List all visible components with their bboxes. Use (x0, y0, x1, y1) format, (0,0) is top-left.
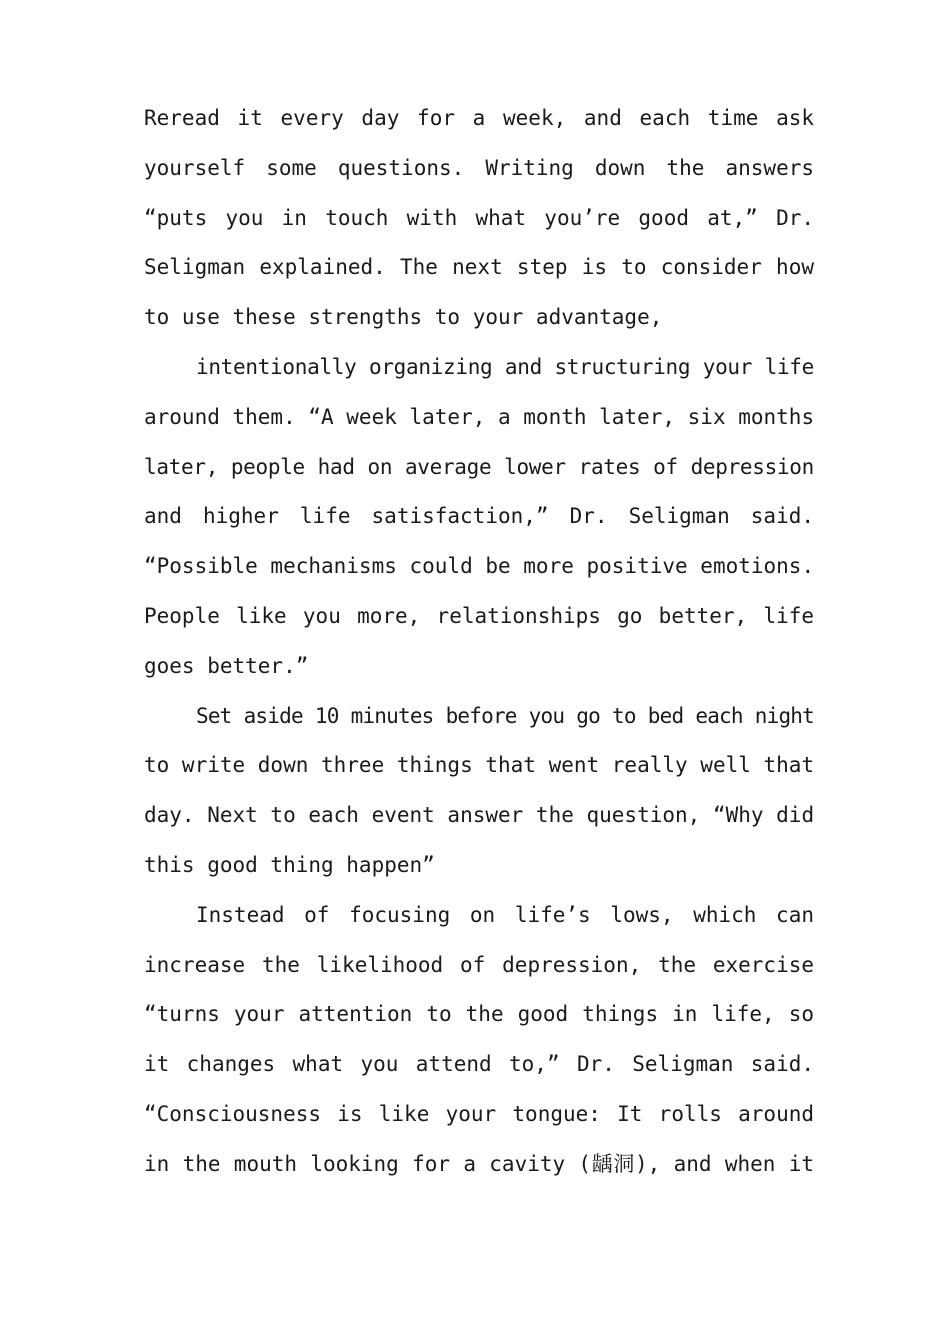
text-line: yourself some questions. Writing down the answers (144, 155, 814, 180)
text-line: around them. “A week later, a month later, six months (144, 404, 815, 429)
text-line: “Possible mechanisms could be more positive emotions. (144, 554, 815, 579)
text-line: it changes what you attend to,” Dr. Seligman said. (144, 1052, 814, 1077)
body-text (144, 94, 814, 1190)
text-line: day. Next to each event answer the question, “Why did (144, 803, 815, 828)
text-line: this good thing happen” (144, 852, 435, 877)
text-line: Instead of focusing on life’s lows, which can (196, 902, 814, 927)
text-line: increase the likelihood of depression, the exercise (144, 952, 814, 977)
text-line: goes better.” (144, 653, 309, 678)
text-line: People like you more, relationships go better, life (144, 603, 814, 628)
text-line: Reread it every day for a week, and each time ask (144, 106, 814, 130)
text-line: to write down three things that went really well that (144, 753, 815, 778)
text-line: and higher life satisfaction,” Dr. Seligman said. (144, 504, 814, 529)
text-line: in the mouth looking for a cavity (龋洞), and when it (144, 1151, 814, 1176)
text-line: Seligman explained. The next step is to consider how (144, 255, 814, 280)
text-line: to use these strengths to your advantage, (144, 305, 663, 330)
text-line: “turns your attention to the good things in life, so (144, 1002, 814, 1027)
text-line: Set aside 10 minutes before you go to bed each night (196, 703, 814, 728)
text-line: later, people had on average lower rates of depression (144, 454, 814, 479)
text-line: intentionally organizing and structuring your life (196, 354, 814, 379)
text-line: “Consciousness is like your tongue: It rolls around (144, 1101, 814, 1126)
text-line: “puts you in touch with what you’re good at,” Dr. (144, 205, 814, 230)
